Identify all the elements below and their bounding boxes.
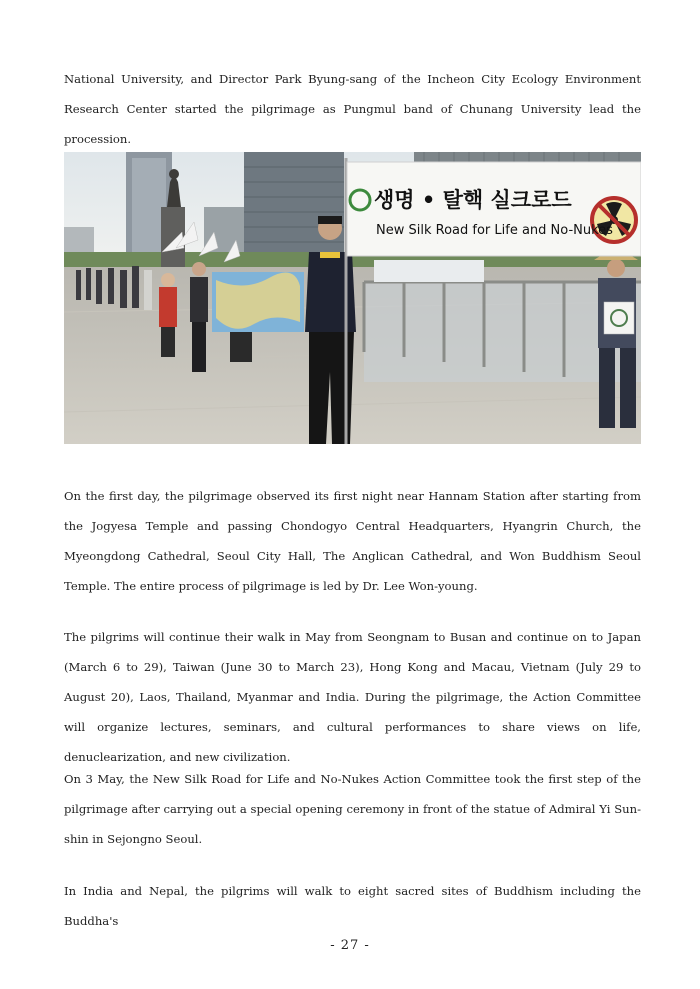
paragraph-1: National University, and Director Park Byung-sang of the Incheon City Ecology Environment Research Center started the pilgrimage as Pungmul band of Chunang University lead the procession. [64, 72, 641, 146]
paragraph-3: The pilgrims will continue their walk in May from Seongnam to Busan and continue on to Japan (March 6 to 29), Taiwan (June 30 to March 23), Hong Kong and Macau, Vietnam (July 29 to August 20), Laos, Thailand, Myanmar and India. During the pilgrimage, the Action Committee will organize lectures, seminars, and cultural performances to share views on life, denuclearization, and new civilization. [64, 630, 641, 764]
paragraph-5: In India and Nepal, the pilgrims will walk to eight sacred sites of Buddhism including the Buddha's [64, 884, 641, 928]
pilgrimage-photo [64, 152, 641, 444]
paragraph-4: On 3 May, the New Silk Road for Life and No-Nukes Action Committee took the first step of the pilgrimage after carrying out a special opening ceremony in front of the statue of Admiral Yi Sun-shin in Sejongno Seoul. [64, 772, 641, 846]
page-number: - 27 - [330, 938, 370, 953]
banner-english-text: New Silk Road for Life and No-Nukes [376, 223, 613, 238]
banner-korean-text: 생명 • 탈핵 실크로드 [374, 188, 572, 212]
paragraph-2: On the first day, the pilgrimage observed its first night near Hannam Station after starting from the Jogyesa Temple and passing Chondogyo Central Headquarters, Hyangrin Church, the Myeongdong Cathedral, Seoul City Hall, The Anglican Cathedral, and Won Buddhism Seoul Temple. The entire process of pilgrimage is led by Dr. Lee Won-young. [64, 489, 641, 593]
